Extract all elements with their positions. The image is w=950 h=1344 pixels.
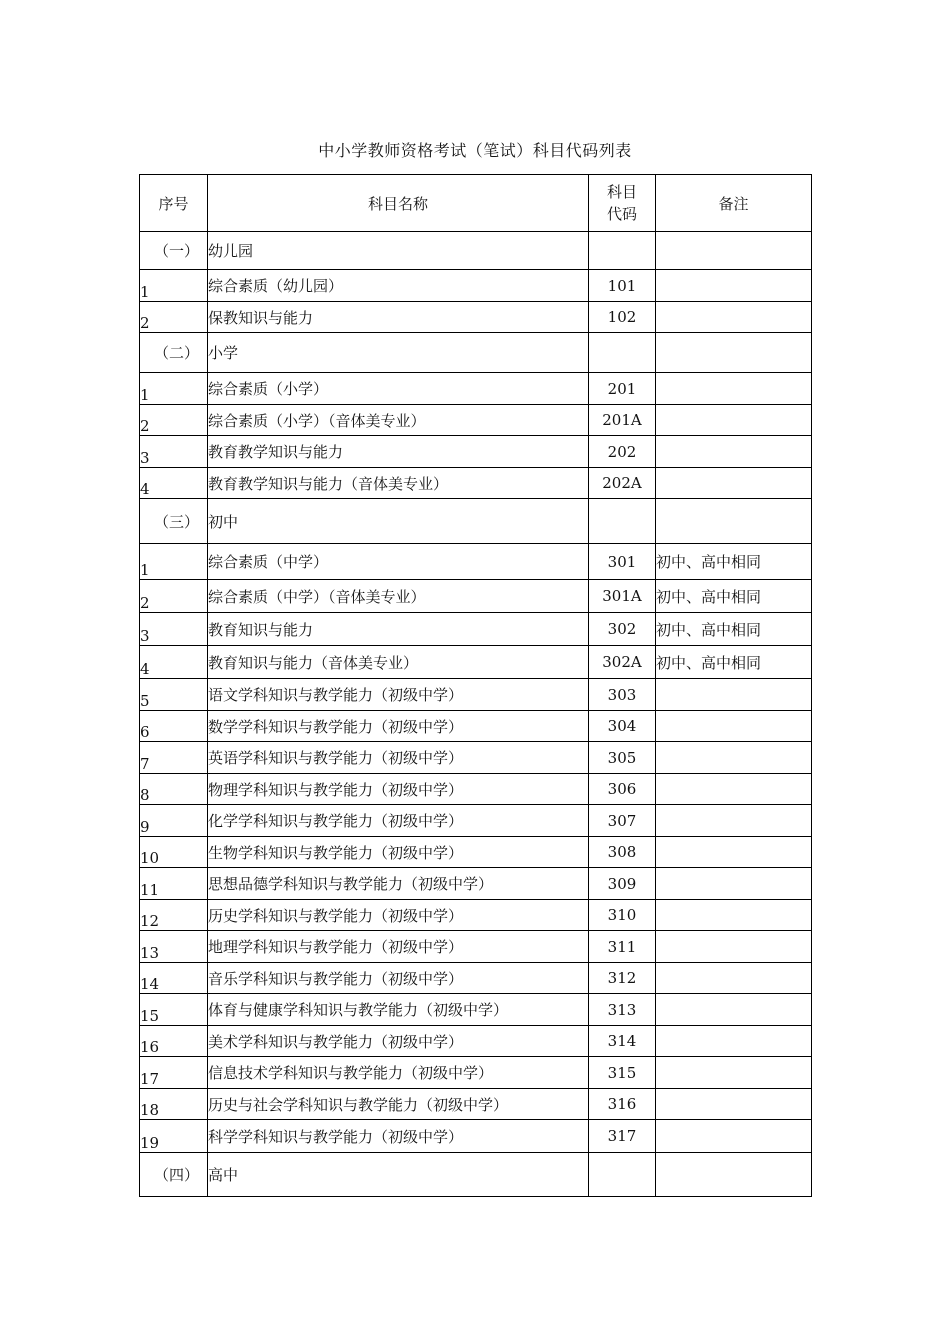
note-cell [656, 232, 812, 270]
seq-cell: （二） [140, 333, 208, 373]
table-row [140, 711, 812, 742]
subject-code-cell: 301 [589, 544, 656, 580]
subject-code-cell: 302 [589, 613, 656, 646]
subject-name-cell: 历史学科知识与教学能力（初级中学） [208, 900, 589, 931]
table-row [140, 613, 812, 646]
seq-cell: （三） [140, 499, 208, 544]
subject-code-cell: 314 [589, 1026, 656, 1057]
table-row [140, 774, 812, 805]
seq-cell: （四） [140, 1153, 208, 1197]
note-cell [656, 805, 812, 837]
document-title: 中小学教师资格考试（笔试）科目代码列表 [318, 141, 632, 160]
subject-code-cell: 312 [589, 963, 656, 994]
seq-cell: 8 [140, 774, 208, 805]
subject-name-cell: 综合素质（幼儿园） [208, 270, 589, 302]
subject-name-cell: 科学学科知识与教学能力（初级中学） [208, 1120, 589, 1153]
seq-cell: 10 [140, 837, 208, 868]
subject-name-cell: 生物学科知识与教学能力（初级中学） [208, 837, 589, 868]
note-cell: 初中、高中相同 [656, 646, 812, 679]
seq-cell: 11 [140, 868, 208, 900]
header-code [589, 175, 656, 232]
subject-code-cell: 315 [589, 1057, 656, 1089]
table-row [140, 1120, 812, 1153]
subject-code-cell [589, 1153, 656, 1197]
seq-cell: 1 [140, 544, 208, 580]
subject-name-cell: 体育与健康学科知识与教学能力（初级中学） [208, 994, 589, 1026]
seq-cell: 3 [140, 436, 208, 468]
seq-cell: 1 [140, 373, 208, 405]
table-row [140, 646, 812, 679]
note-cell [656, 405, 812, 436]
note-cell [656, 837, 812, 868]
subject-name-cell: 思想品德学科知识与教学能力（初级中学） [208, 868, 589, 900]
note-cell [656, 679, 812, 711]
subject-name-cell: 教育知识与能力（音体美专业） [208, 646, 589, 679]
note-cell: 初中、高中相同 [656, 613, 812, 646]
seq-cell: 1 [140, 270, 208, 302]
seq-cell: 13 [140, 931, 208, 963]
subject-code-cell: 317 [589, 1120, 656, 1153]
table-row [140, 580, 812, 613]
note-cell [656, 1089, 812, 1120]
subject-code-cell: 306 [589, 774, 656, 805]
subject-code-cell: 305 [589, 742, 656, 774]
header-seq: 序号 [140, 175, 208, 232]
subject-name-cell: 综合素质（中学）（音体美专业） [208, 580, 589, 613]
note-cell [656, 499, 812, 544]
subject-code-cell: 303 [589, 679, 656, 711]
subject-name-cell: 英语学科知识与教学能力（初级中学） [208, 742, 589, 774]
table-row [140, 1089, 812, 1120]
table-row [140, 468, 812, 499]
note-cell [656, 270, 812, 302]
subject-name-cell: 数学学科知识与教学能力（初级中学） [208, 711, 589, 742]
subject-name-cell: 教育知识与能力 [208, 613, 589, 646]
table-row [140, 1057, 812, 1089]
subject-code-cell [589, 232, 656, 270]
subject-code-cell: 313 [589, 994, 656, 1026]
seq-cell: 4 [140, 646, 208, 679]
seq-cell: 19 [140, 1120, 208, 1153]
note-cell [656, 742, 812, 774]
table-row [140, 436, 812, 468]
table-row [140, 742, 812, 774]
seq-cell: 16 [140, 1026, 208, 1057]
note-cell [656, 774, 812, 805]
note-cell [656, 436, 812, 468]
subject-code-cell: 302A [589, 646, 656, 679]
section-row [140, 333, 812, 373]
seq-cell: 2 [140, 405, 208, 436]
subject-name-cell: 保教知识与能力 [208, 302, 589, 333]
table-row [140, 900, 812, 931]
table-row [140, 302, 812, 333]
table-row [140, 405, 812, 436]
subject-code-cell: 102 [589, 302, 656, 333]
seq-cell: 12 [140, 900, 208, 931]
table-row [140, 270, 812, 302]
subject-name-cell: 美术学科知识与教学能力（初级中学） [208, 1026, 589, 1057]
seq-cell: 6 [140, 711, 208, 742]
note-cell [656, 468, 812, 499]
note-cell [656, 1026, 812, 1057]
seq-cell: 9 [140, 805, 208, 837]
note-cell [656, 868, 812, 900]
note-cell [656, 711, 812, 742]
subject-name-cell: 综合素质（中学） [208, 544, 589, 580]
subject-name-cell: 教育教学知识与能力 [208, 436, 589, 468]
seq-cell: 5 [140, 679, 208, 711]
table-row [140, 931, 812, 963]
seq-cell: 14 [140, 963, 208, 994]
section-row [140, 232, 812, 270]
note-cell [656, 333, 812, 373]
subject-code-cell [589, 499, 656, 544]
seq-cell: 4 [140, 468, 208, 499]
subject-name-cell: 小学 [208, 333, 589, 373]
subject-code-table [139, 174, 812, 1197]
section-row [140, 1153, 812, 1197]
note-cell [656, 900, 812, 931]
seq-cell: 18 [140, 1089, 208, 1120]
note-cell: 初中、高中相同 [656, 544, 812, 580]
section-row [140, 499, 812, 544]
subject-name-cell: 物理学科知识与教学能力（初级中学） [208, 774, 589, 805]
subject-name-cell: 历史与社会学科知识与教学能力（初级中学） [208, 1089, 589, 1120]
subject-name-cell: 幼儿园 [208, 232, 589, 270]
subject-name-cell: 初中 [208, 499, 589, 544]
subject-code-cell: 101 [589, 270, 656, 302]
table-row [140, 837, 812, 868]
table-row [140, 373, 812, 405]
seq-cell: （一） [140, 232, 208, 270]
table-row [140, 544, 812, 580]
header-code-line2: 代码 [606, 205, 637, 223]
table-header-row [140, 175, 812, 232]
seq-cell: 2 [140, 580, 208, 613]
subject-name-cell: 化学学科知识与教学能力（初级中学） [208, 805, 589, 837]
note-cell [656, 994, 812, 1026]
subject-name-cell: 音乐学科知识与教学能力（初级中学） [208, 963, 589, 994]
subject-code-cell: 304 [589, 711, 656, 742]
seq-cell: 15 [140, 994, 208, 1026]
subject-code-cell: 301A [589, 580, 656, 613]
table-row [140, 963, 812, 994]
subject-code-cell: 310 [589, 900, 656, 931]
table-row [140, 679, 812, 711]
subject-code-cell: 311 [589, 931, 656, 963]
table-row [140, 1026, 812, 1057]
subject-code-cell: 202 [589, 436, 656, 468]
header-code-line1: 科目 [606, 183, 637, 201]
note-cell [656, 373, 812, 405]
subject-code-cell: 201A [589, 405, 656, 436]
subject-code-cell: 316 [589, 1089, 656, 1120]
header-name: 科目名称 [208, 175, 589, 232]
subject-code-cell [589, 333, 656, 373]
subject-name-cell: 地理学科知识与教学能力（初级中学） [208, 931, 589, 963]
header-note: 备注 [656, 175, 812, 232]
subject-code-cell: 202A [589, 468, 656, 499]
note-cell [656, 302, 812, 333]
seq-cell: 3 [140, 613, 208, 646]
seq-cell: 2 [140, 302, 208, 333]
note-cell [656, 1057, 812, 1089]
note-cell [656, 1153, 812, 1197]
subject-code-cell: 309 [589, 868, 656, 900]
subject-name-cell: 教育教学知识与能力（音体美专业） [208, 468, 589, 499]
subject-code-cell: 201 [589, 373, 656, 405]
note-cell: 初中、高中相同 [656, 580, 812, 613]
note-cell [656, 931, 812, 963]
table-row [140, 994, 812, 1026]
seq-cell: 17 [140, 1057, 208, 1089]
table-row [140, 868, 812, 900]
subject-name-cell: 高中 [208, 1153, 589, 1197]
subject-name-cell: 综合素质（小学）（音体美专业） [208, 405, 589, 436]
note-cell [656, 963, 812, 994]
seq-cell: 7 [140, 742, 208, 774]
subject-code-cell: 308 [589, 837, 656, 868]
subject-name-cell: 信息技术学科知识与教学能力（初级中学） [208, 1057, 589, 1089]
subject-code-cell: 307 [589, 805, 656, 837]
subject-name-cell: 综合素质（小学） [208, 373, 589, 405]
table-row [140, 805, 812, 837]
subject-name-cell: 语文学科知识与教学能力（初级中学） [208, 679, 589, 711]
note-cell [656, 1120, 812, 1153]
